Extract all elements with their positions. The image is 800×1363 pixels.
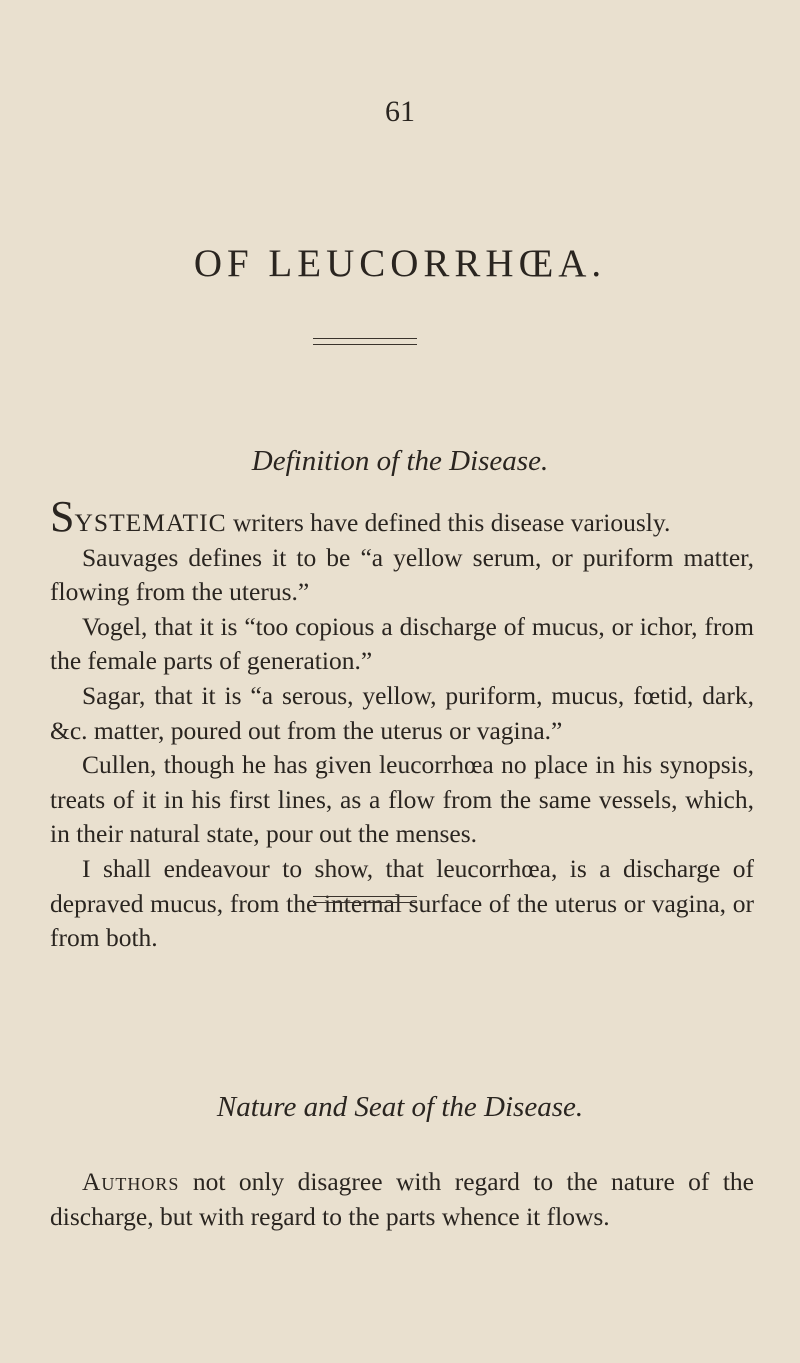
paragraph: Sagar, that it is “a serous, yellow, puriform, mucus, fœtid, dark, &c. matter, poured out from the uterus or vagina.”: [50, 680, 754, 745]
page-number: 61: [385, 95, 415, 128]
paragraph: Cullen, though he has given leucorrhœa no place in his synopsis, treats of it in his first lines, as a flow from the same vessels, which, in their natural state, pour out the menses.: [50, 750, 754, 849]
drop-initial: S: [50, 492, 75, 541]
paragraph: I shall endeavour to show, that leucorrhœa, is a discharge of depraved mucus, from the internal surface of the uterus or vagina, or from both.: [50, 853, 754, 953]
smallcaps-lead: YSTEMATIC: [74, 508, 227, 537]
paragraph: Vogel, that it is “too copious a discharge of mucus, or ichor, from the female parts of generation.”: [50, 611, 754, 676]
paragraph: Sauvages defines it to be “a yellow serum, or puriform matter, flowing from the uterus.”: [50, 542, 754, 607]
paragraph-text: writers have defined this disease variously.: [226, 508, 671, 537]
section-divider: [313, 896, 417, 903]
section-body-definition: [50, 492, 754, 956]
smallcaps-lead: Authors: [82, 1167, 180, 1196]
section-body-nature: [50, 1165, 754, 1234]
paragraph: [50, 492, 754, 541]
paragraph: [50, 1165, 754, 1234]
section-heading-definition: Definition of the Disease.: [251, 445, 549, 477]
section-heading-nature: Nature and Seat of the Disease.: [216, 1091, 584, 1123]
title-divider: [313, 338, 417, 345]
chapter-title: OF LEUCORRHŒA.: [193, 242, 607, 285]
paragraph-text: not only disagree with regard to the nature of the discharge, but with regard to the parts whence it flows.: [50, 1167, 754, 1231]
